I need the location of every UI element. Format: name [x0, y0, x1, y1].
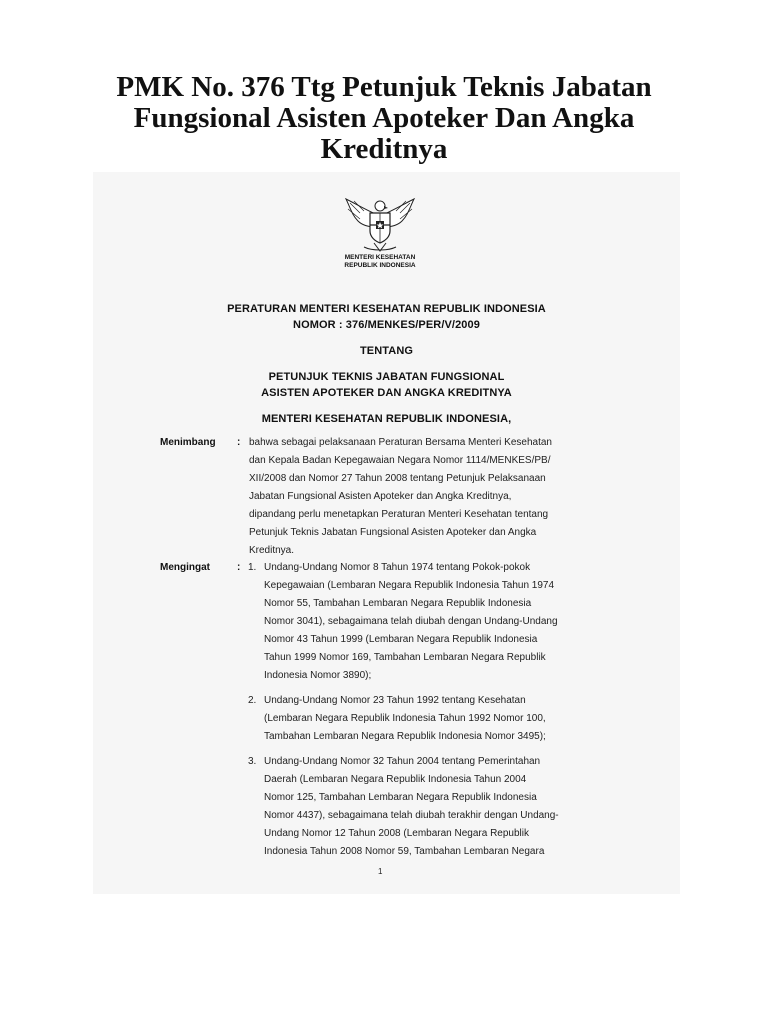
garuda-emblem-icon — [340, 195, 420, 253]
menimbang-line: Kreditnya. — [249, 545, 295, 556]
mengingat-line: Undang Nomor 12 Tahun 2008 (Lembaran Negara Republik — [264, 828, 529, 839]
menimbang-line: bahwa sebagai pelaksanaan Peraturan Bersama Menteri Kesehatan — [249, 437, 552, 448]
menimbang-line: Jabatan Fungsional Asisten Apoteker dan Angka Kreditnya, — [249, 491, 512, 502]
emblem-caption-line: MENTERI KESEHATAN — [344, 254, 416, 261]
mengingat-line: Nomor 43 Tahun 1999 (Lembaran Negara Republik Indonesia — [264, 634, 538, 645]
mengingat-line: Daerah (Lembaran Negara Republik Indonesia Tahun 2004 — [264, 774, 527, 785]
menimbang-line: dan Kepala Badan Kepegawaian Negara Nomor 1114/MENKES/PB/ — [249, 455, 551, 466]
menimbang-line: XII/2008 dan Nomor 27 Tahun 2008 tentang Petunjuk Pelaksanaan — [249, 473, 546, 484]
emblem-caption-line: REPUBLIK INDONESIA — [344, 262, 416, 269]
mengingat-line: Nomor 4437), sebagaimana telah diubah terakhir dengan Undang- — [264, 810, 559, 821]
mengingat-line: Undang-Undang Nomor 8 Tahun 1974 tentang Pokok-pokok — [264, 562, 531, 573]
page-number: 1 — [378, 867, 383, 876]
item-number: 2. — [248, 695, 257, 706]
mengingat-line: Undang-Undang Nomor 32 Tahun 2004 tentang Pemerintahan — [264, 756, 541, 767]
item-number: 1. — [248, 562, 257, 573]
subject-line: ASISTEN APOTEKER DAN ANGKA KREDITNYA — [261, 387, 512, 399]
item-number: 3. — [248, 756, 257, 767]
mengingat-line: Indonesia Nomor 3890); — [264, 670, 372, 681]
mengingat-colon: : — [237, 562, 241, 573]
menimbang-line: dipandang perlu menetapkan Peraturan Menteri Kesehatan tentang — [249, 509, 549, 520]
issuer-heading: MENTERI KESEHATAN REPUBLIK INDONESIA, — [261, 413, 512, 425]
mengingat-line: (Lembaran Negara Republik Indonesia Tahun 1992 Nomor 100, — [264, 713, 546, 724]
mengingat-label: Mengingat — [160, 562, 210, 573]
menimbang-line: Petunjuk Teknis Jabatan Fungsional Asisten Apoteker dan Angka — [249, 527, 537, 538]
menimbang-label: Menimbang — [160, 437, 216, 448]
regulation-number: NOMOR : 376/MENKES/PER/V/2009 — [293, 319, 480, 331]
mengingat-line: Nomor 125, Tambahan Lembaran Negara Republik Indonesia — [264, 792, 537, 803]
about-heading: TENTANG — [359, 345, 414, 357]
mengingat-line: Indonesia Tahun 2008 Nomor 59, Tambahan Lembaran Negara — [264, 846, 545, 857]
mengingat-line: Kepegawaian (Lembaran Negara Republik Indonesia Tahun 1974 — [264, 580, 555, 591]
regulation-title: PERATURAN MENTERI KESEHATAN REPUBLIK INDONESIA — [227, 303, 546, 315]
subject-line: PETUNJUK TEKNIS JABATAN FUNGSIONAL — [268, 371, 505, 383]
document-title — [0, 72, 768, 165]
title-line: PMK No. 376 Ttg Petunjuk Teknis Jabatan — [116, 71, 652, 103]
emblem-caption — [290, 254, 470, 270]
mengingat-line: Nomor 3041), sebagaimana telah diubah dengan Undang-Undang — [264, 616, 558, 627]
mengingat-line: Tambahan Lembaran Negara Republik Indonesia Nomor 3495); — [264, 731, 546, 742]
title-line: Fungsional Asisten Apoteker Dan Angka — [133, 102, 635, 134]
title-line: Kreditnya — [320, 133, 448, 165]
mengingat-line: Nomor 55, Tambahan Lembaran Negara Republik Indonesia — [264, 598, 532, 609]
mengingat-line: Tahun 1999 Nomor 169, Tambahan Lembaran Negara Republik — [264, 652, 546, 663]
mengingat-line: Undang-Undang Nomor 23 Tahun 1992 tentang Kesehatan — [264, 695, 526, 706]
menimbang-colon: : — [237, 437, 241, 448]
